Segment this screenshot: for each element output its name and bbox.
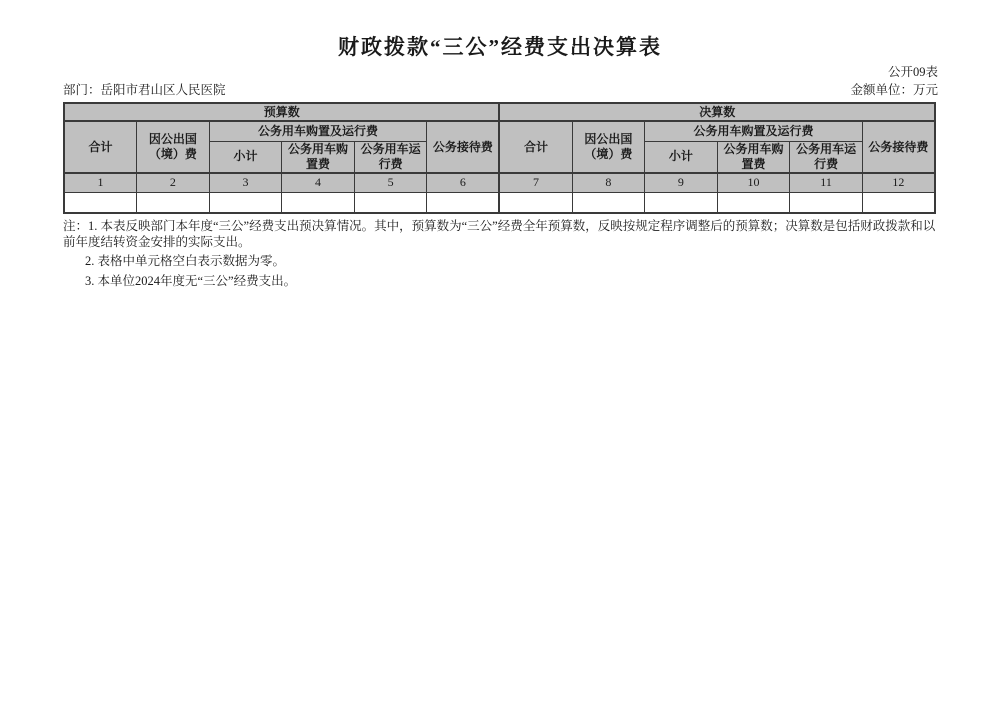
column-number: 6 xyxy=(427,173,500,192)
data-cell xyxy=(717,192,790,213)
final-purchase-header: 公务用车购置费 xyxy=(717,141,790,173)
data-cell xyxy=(64,192,137,213)
final-reception-header: 公务接待费 xyxy=(862,121,935,173)
data-cell xyxy=(209,192,282,213)
footnote-3: 3. 本单位2024年度无“三公”经费支出。 xyxy=(85,273,297,288)
column-number: 4 xyxy=(282,173,355,192)
unit-label: 金额单位：万元 xyxy=(850,83,938,97)
final-section-header: 决算数 xyxy=(499,103,935,121)
budget-reception-header: 公务接待费 xyxy=(427,121,500,173)
column-number: 10 xyxy=(717,173,790,192)
budget-section-header: 预算数 xyxy=(64,103,499,121)
column-number: 1 xyxy=(64,173,137,192)
final-subtotal-header: 小计 xyxy=(645,141,718,173)
final-vehicle-group-header: 公务用车购置及运行费 xyxy=(645,121,863,141)
three-public-expenses-table xyxy=(63,102,936,214)
data-cell xyxy=(862,192,935,213)
column-number: 12 xyxy=(862,173,935,192)
data-cell xyxy=(354,192,427,213)
column-number-row xyxy=(64,173,935,192)
budget-purchase-header: 公务用车购置费 xyxy=(282,141,355,173)
footnote-1: 注：1. 本表反映部门本年度“三公”经费支出预决算情况。其中，预算数为“三公”经费全年预算数，反映按规定程序调整后的预算数；决算数是包括财政拨款和以前年度结转资金安排的实际支出。 xyxy=(63,219,936,249)
column-number: 3 xyxy=(209,173,282,192)
column-number: 11 xyxy=(790,173,863,192)
final-operation-header: 公务用车运行费 xyxy=(790,141,863,173)
data-cell xyxy=(137,192,210,213)
department-label: 部门：岳阳市君山区人民医院 xyxy=(63,83,226,97)
final-abroad-header: 因公出国（境）费 xyxy=(572,121,645,173)
section-header-row xyxy=(64,103,935,121)
column-number: 5 xyxy=(354,173,427,192)
column-number: 8 xyxy=(572,173,645,192)
budget-total-header: 合计 xyxy=(64,121,137,173)
column-number: 2 xyxy=(137,173,210,192)
data-cell xyxy=(282,192,355,213)
data-row xyxy=(64,192,935,213)
footnotes xyxy=(63,219,941,293)
data-cell xyxy=(572,192,645,213)
table-code-label: 公开09表 xyxy=(887,65,938,79)
column-number: 9 xyxy=(645,173,718,192)
budget-abroad-header: 因公出国（境）费 xyxy=(137,121,210,173)
data-cell xyxy=(790,192,863,213)
budget-vehicle-group-header: 公务用车购置及运行费 xyxy=(209,121,427,141)
final-total-header: 合计 xyxy=(499,121,572,173)
budget-subtotal-header: 小计 xyxy=(209,141,282,173)
page-title: 财政拨款“三公”经费支出决算表 xyxy=(338,35,662,59)
budget-operation-header: 公务用车运行费 xyxy=(354,141,427,173)
column-header-row xyxy=(64,121,935,141)
data-cell xyxy=(645,192,718,213)
column-number: 7 xyxy=(499,173,572,192)
meta-row xyxy=(63,80,938,98)
footnote-2: 2. 表格中单元格空白表示数据为零。 xyxy=(85,254,286,268)
data-cell xyxy=(499,192,572,213)
data-cell xyxy=(427,192,500,213)
